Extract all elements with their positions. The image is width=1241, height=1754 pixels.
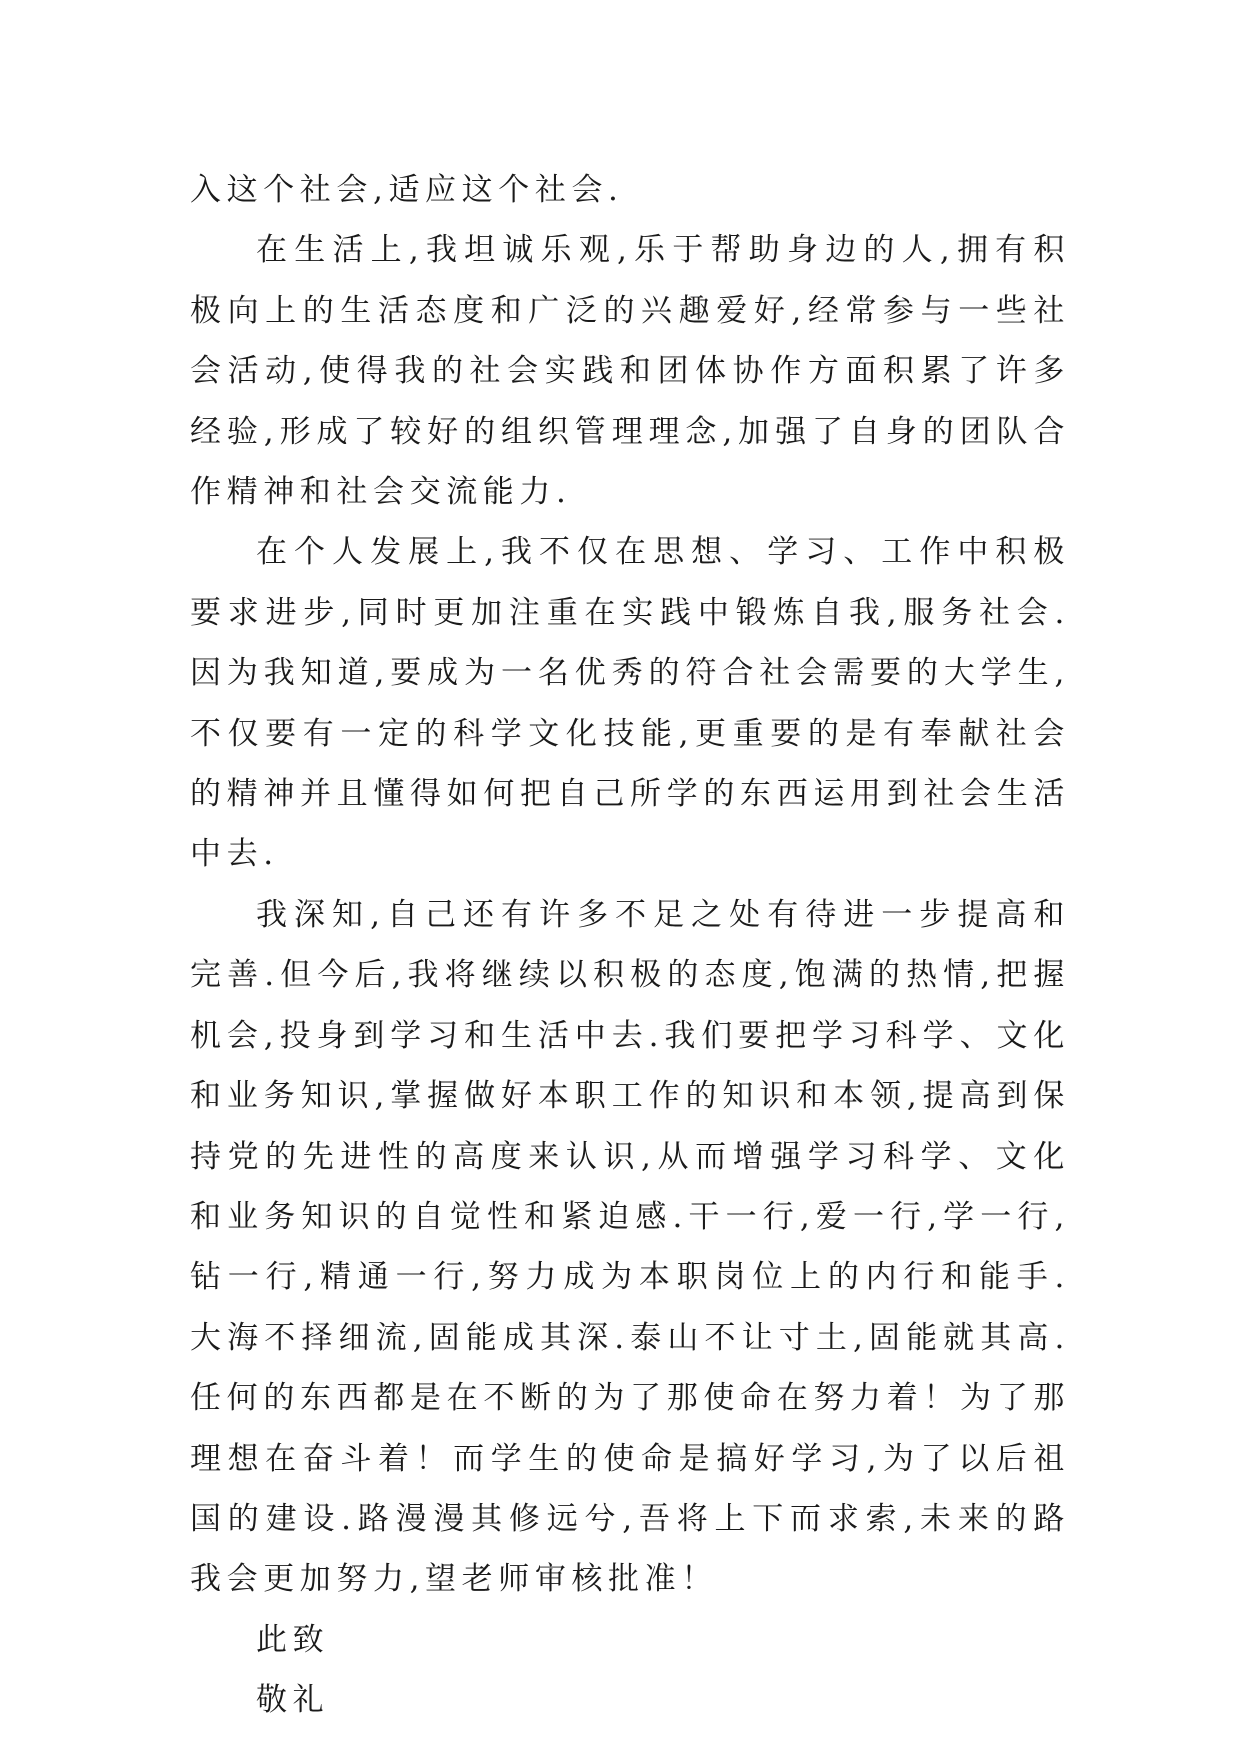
paragraph-personal-development: 在个人发展上,我不仅在思想、学习、工作中积极要求进步,同时更加注重在实践中锻炼自我,服务社会.因为我知道,要成为一名优秀的符合社会需要的大学生,不仅要有一定的科学文化技能,更重要的是有奉献社会的精神并且懂得如何把自己所学的东西运用到社会生活中去. — [190, 534, 1070, 873]
paragraph-self-reflection: 我深知,自己还有许多不足之处有待进一步提高和完善.但今后,我将继续以积极的态度,饱满的热情,把握机会,投身到学习和生活中去.我们要把学习科学、文化和业务知识,掌握做好本职工作的知识和本领,提高到保持党的先进性的高度来认识,从而增强学习科学、文化和业务知识的自觉性和紧迫感.干一行,爱一行,学一行,钻一行,精通一行,努力成为本职岗位上的内行和能手.大海不择细流,固能成其深.泰山不让寸土,固能就其高.任何的东西都是在不断的为了那使命在努力着！为了那理想在奋斗着！而学生的使命是搞好学习,为了以后祖国的建设.路漫漫其修远兮,吾将上下而求索,未来的路我会更加努力,望老师审核批准！ — [190, 896, 1070, 1598]
closing-salutation: 此致 — [256, 1621, 330, 1658]
paragraph-life: 在生活上,我坦诚乐观,乐于帮助身边的人,拥有积极向上的生活态度和广泛的兴趣爱好,经常参与一些社会活动,使得我的社会实践和团体协作方面积累了许多经验,形成了较好的组织管理理念,加强了自身的团队合作精神和社会交流能力. — [190, 232, 1070, 511]
paragraph-continuation: 入这个社会,适应这个社会. — [190, 172, 624, 208]
closing-regards: 敬礼 — [256, 1682, 330, 1719]
letter-body — [190, 160, 1070, 1731]
